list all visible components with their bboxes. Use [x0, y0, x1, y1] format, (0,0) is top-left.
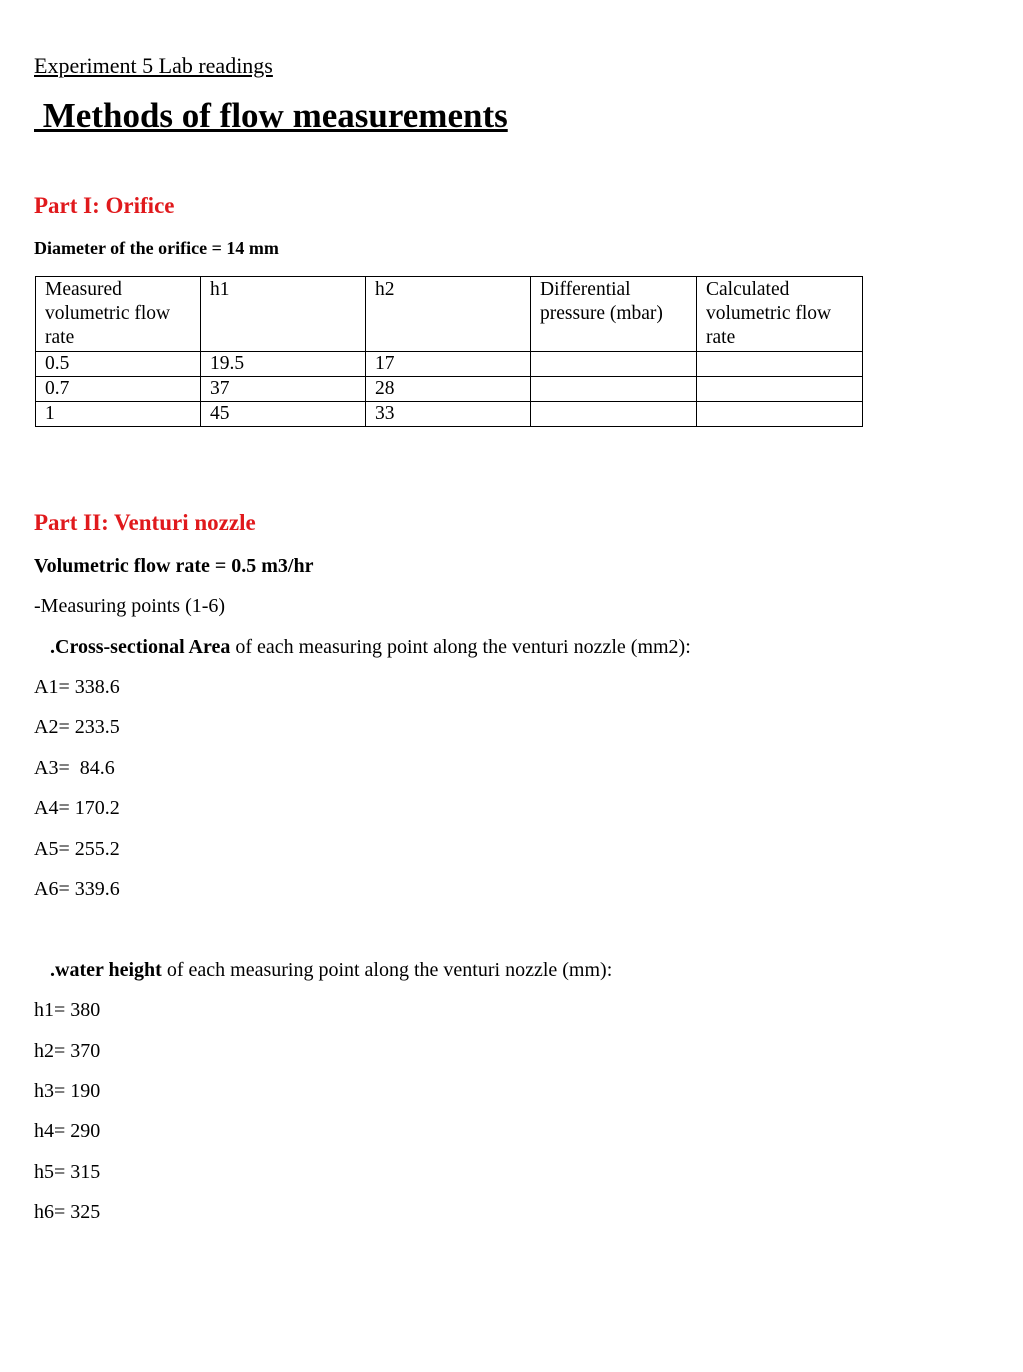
table-row — [36, 402, 863, 427]
page-title: Methods of flow measurements — [34, 96, 508, 135]
table-cell: 0.7 — [36, 377, 201, 402]
table-header-cell: Calculated volumetric flow rate — [697, 277, 863, 352]
area-value: A3= 84.6 — [34, 757, 115, 779]
table-header-cell: h2 — [366, 277, 531, 352]
area-value: A4= 170.2 — [34, 797, 120, 819]
height-label-bold: .water height — [50, 959, 162, 981]
table-cell — [697, 352, 863, 377]
height-value: h5= 315 — [34, 1161, 101, 1183]
height-label-rest: of each measuring point along the venturi nozzle (mm): — [161, 959, 613, 981]
table-header-cell: Differential pressure (mbar) — [531, 277, 697, 352]
height-section-label — [50, 959, 612, 982]
area-section-label — [50, 636, 691, 659]
venturi-flow-rate: Volumetric flow rate = 0.5 m3/hr — [34, 555, 314, 577]
table-cell — [531, 402, 697, 427]
height-value: h3= 190 — [34, 1080, 101, 1102]
table-header-cell: Measured volumetric flow rate — [36, 277, 201, 352]
table-row — [36, 352, 863, 377]
table-cell: 17 — [366, 352, 531, 377]
height-value: h6= 325 — [34, 1201, 101, 1223]
table-cell: 0.5 — [36, 352, 201, 377]
orifice-diameter: Diameter of the orifice = 14 mm — [34, 238, 279, 258]
table-cell — [697, 377, 863, 402]
table-cell: 1 — [36, 402, 201, 427]
table-row — [36, 377, 863, 402]
height-value: h4= 290 — [34, 1120, 101, 1142]
area-value: A2= 233.5 — [34, 716, 120, 738]
table-cell: 45 — [201, 402, 366, 427]
area-value: A6= 339.6 — [34, 878, 120, 900]
table-header-cell: h1 — [201, 277, 366, 352]
document-subtitle: Experiment 5 Lab readings — [34, 53, 273, 78]
height-value: h1= 380 — [34, 999, 101, 1021]
orifice-readings-table — [35, 276, 863, 427]
table-cell: 33 — [366, 402, 531, 427]
table-cell: 28 — [366, 377, 531, 402]
area-value: A5= 255.2 — [34, 838, 120, 860]
part1-heading: Part I: Orifice — [34, 193, 175, 218]
table-cell — [531, 352, 697, 377]
measuring-points-note: -Measuring points (1-6) — [34, 595, 226, 617]
table-cell: 37 — [201, 377, 366, 402]
table-cell: 19.5 — [201, 352, 366, 377]
height-value: h2= 370 — [34, 1040, 101, 1062]
part2-heading: Part II: Venturi nozzle — [34, 510, 256, 535]
area-label-rest: of each measuring point along the venturi nozzle (mm2): — [230, 636, 691, 658]
area-label-bold: .Cross-sectional Area — [50, 636, 231, 658]
table-header-row — [36, 277, 863, 352]
table-cell — [531, 377, 697, 402]
area-value: A1= 338.6 — [34, 676, 120, 698]
table-cell — [697, 402, 863, 427]
